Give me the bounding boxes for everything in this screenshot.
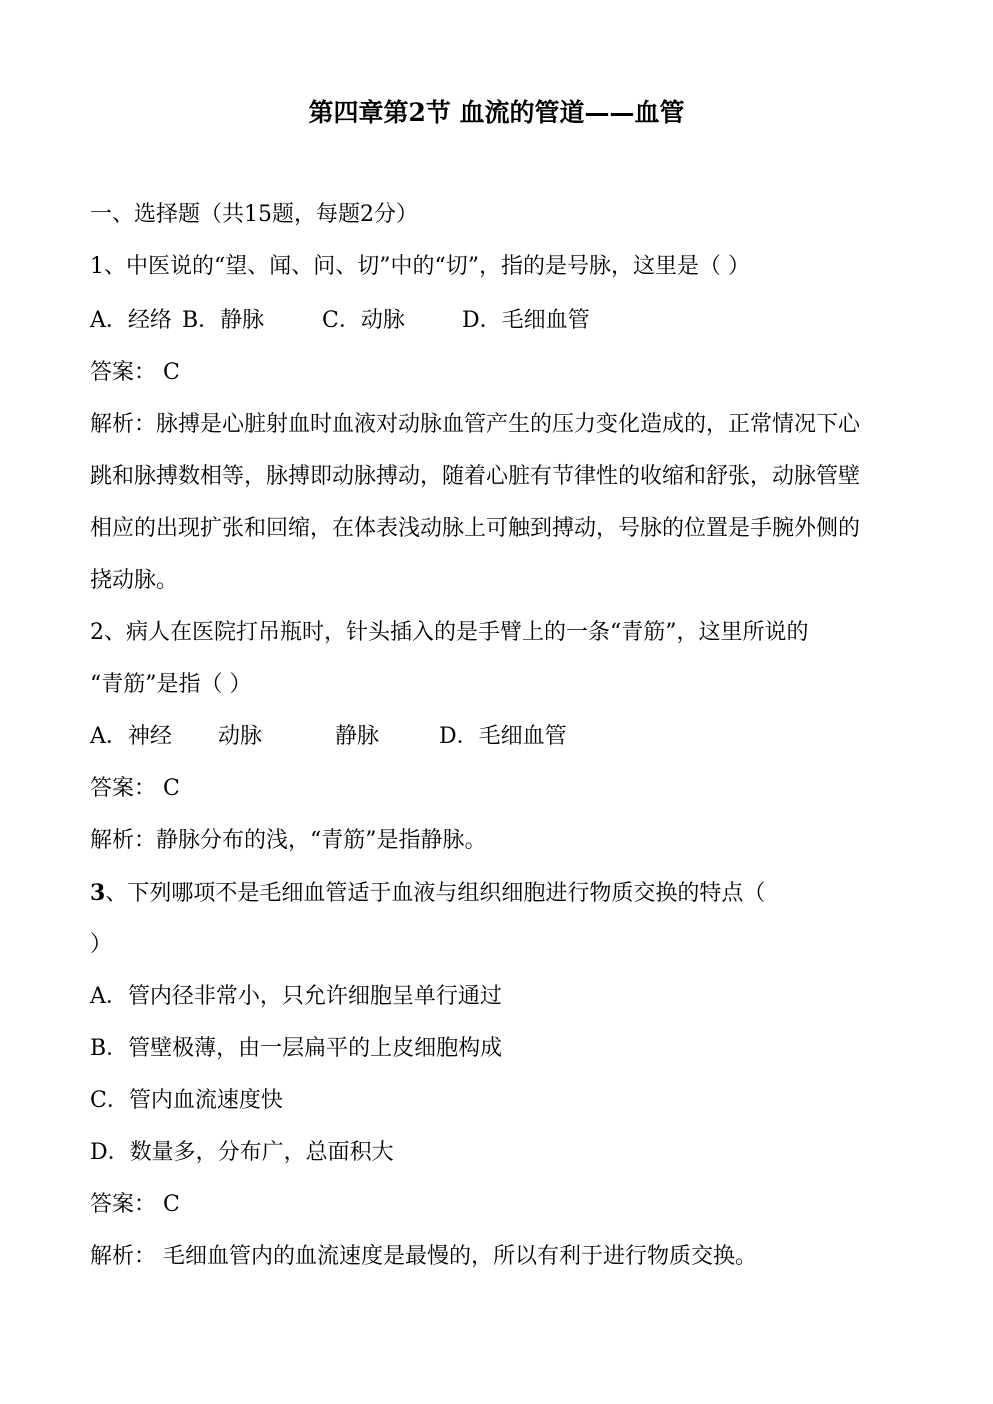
question-2-answer: 答案： C [90, 776, 180, 801]
option-d: D．毛细血管 [462, 308, 590, 333]
question-1-options [90, 306, 590, 336]
question-3-stem: ） [90, 932, 113, 957]
option-d: D．数量多，分布广，总面积大 [90, 1140, 394, 1165]
question-3-answer: 答案： C [90, 1192, 180, 1217]
option-a: A．神经 [90, 724, 172, 749]
option-a: A．管内径非常小，只允许细胞呈单行通过 [90, 984, 502, 1009]
option-b: B．静脉 [182, 308, 265, 333]
question-2-stem: 2、病人在医院打吊瓶时，针头插入的是手臂上的一条“青筋”，这里所说的 [90, 620, 809, 645]
question-1-answer: 答案： C [90, 360, 180, 385]
option-b: 动脉 [218, 724, 263, 749]
question-3-analysis: 解析： 毛细血管内的血流速度是最慢的，所以有利于进行物质交换。 [90, 1244, 757, 1269]
question-3-stem-text: 、下列哪项不是毛细血管适于血液与组织细胞进行物质交换的特点（ [105, 881, 766, 906]
question-2-options [90, 722, 567, 752]
question-1-stem: 1、中医说的“望、闻、问、切”中的“切”，指的是号脉，这里是（ ） [90, 254, 750, 279]
question-2-stem: “青筋”是指（ ） [90, 672, 252, 697]
question-1-analysis-line: 相应的出现扩张和回缩，在体表浅动脉上可触到搏动，号脉的位置是手腕外侧的 [90, 516, 861, 541]
question-3-number: 3 [90, 880, 106, 906]
option-a: A．经络 [90, 308, 172, 333]
option-b: B．管壁极薄，由一层扁平的上皮细胞构成 [90, 1036, 503, 1061]
question-1-analysis-line: 挠动脉。 [90, 568, 179, 593]
option-c: 静脉 [335, 724, 380, 749]
section-header: 一、选择题（共15题，每题2分） [90, 202, 418, 227]
option-c: C．管内血流速度快 [90, 1088, 283, 1113]
question-1-analysis-line: 跳和脉搏数相等，脉搏即动脉搏动，随着心脏有节律性的收缩和舒张，动脉管壁 [90, 464, 861, 489]
question-2-analysis: 解析：静脉分布的浅，“青筋”是指静脉。 [90, 828, 487, 853]
question-1-analysis-line: 解析：脉搏是心脏射血时血液对动脉血管产生的压力变化造成的，正常情况下心 [90, 412, 861, 437]
option-c: C．动脉 [322, 308, 405, 333]
question-3-stem [90, 878, 765, 909]
option-d: D．毛细血管 [439, 724, 567, 749]
page-title: 第四章第2节 血流的管道——血管 [308, 98, 685, 127]
